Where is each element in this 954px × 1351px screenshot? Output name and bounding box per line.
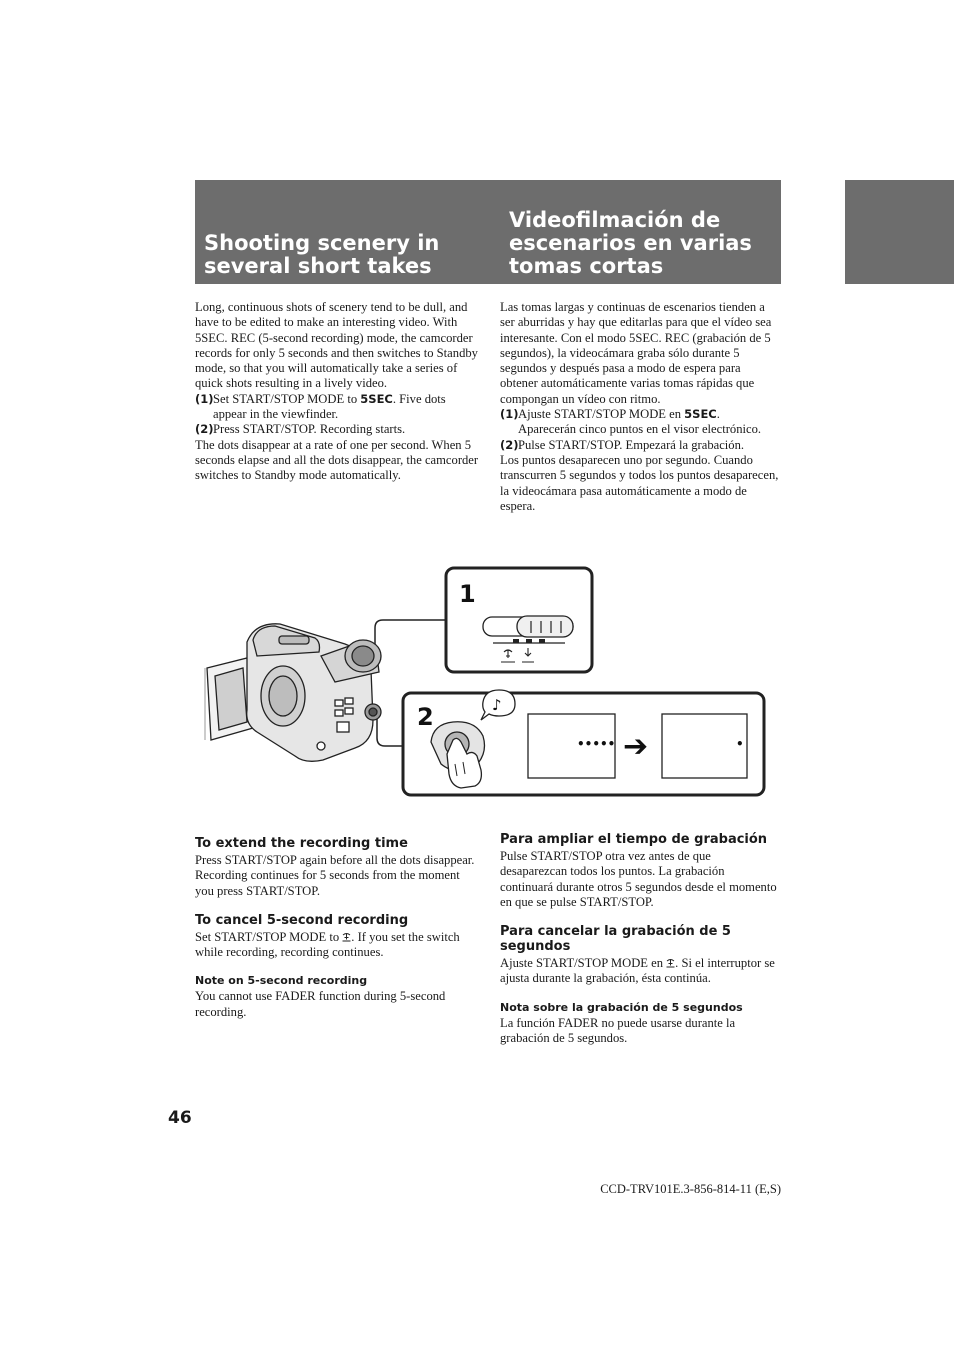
cancel-text-part: . If you set the switch while recording, recording continues. bbox=[195, 929, 460, 960]
english-intro-column bbox=[195, 300, 480, 484]
step-number: (1) bbox=[195, 391, 214, 406]
spanish-intro-text: Las tomas largas y continuas de escenarios tienden a ser aburridas y hay que editarlas para que el vídeo sea interesante. Con el modo 5SEC. REC (grabación de 5 segundos), la videocámara graba sólo durante 5 segundos y después pasa a modo de espera para obtener automáticamente varias tomas rápidas que compongan un vídeo con ritmo. bbox=[500, 300, 772, 406]
cancel-text-part: Set START/STOP MODE to bbox=[195, 929, 343, 944]
note-heading-en: Note on 5-second recording bbox=[195, 974, 368, 988]
connector-line-2 bbox=[377, 710, 405, 746]
step-number: (2) bbox=[195, 422, 214, 437]
title-spanish: Videofilmación de escenarios en varias tomas cortas bbox=[509, 208, 752, 278]
cancel-text-es bbox=[500, 956, 780, 987]
spanish-intro-column bbox=[500, 300, 780, 514]
spanish-after-text: Los puntos desaparecen uno por segundo. Cuando transcurren 5 segundos y todos los puntos desaparecen, la videocámara pasa automáticamente a modo de espera. bbox=[500, 452, 779, 513]
instruction-figure bbox=[195, 560, 775, 805]
five-dots-indicator: ••••• bbox=[577, 737, 616, 751]
step-text: Press START/STOP. Recording starts. bbox=[213, 422, 406, 437]
one-dot-indicator: • bbox=[736, 737, 744, 751]
step-1-label: 1 bbox=[459, 580, 476, 608]
cancel-text-part: Ajuste START/STOP MODE en bbox=[500, 956, 667, 971]
transition-arrow: ➔ bbox=[623, 729, 649, 764]
viewfinder-screen-after bbox=[662, 714, 747, 778]
standby-mode-icon bbox=[342, 932, 351, 942]
cancel-text-en bbox=[195, 930, 480, 961]
step-2-label: 2 bbox=[417, 703, 434, 731]
extend-heading-en: To extend the recording time bbox=[195, 836, 408, 851]
beep-note-symbol: ♪ bbox=[492, 696, 502, 714]
english-after-text: The dots disappear at a rate of one per second. When 5 seconds elapse and all the dots disappear, the camcorder switches to Standby mode automatically. bbox=[195, 437, 479, 483]
mode-key: 5SEC bbox=[684, 407, 717, 422]
note-text-es: La función FADER no puede usarse durante la grabación de 5 segundos. bbox=[500, 1015, 736, 1046]
extend-text-es: Pulse START/STOP otra vez antes de que desaparezcan todos los puntos. La grabación continuará durante otros 5 segundos desde el momento en que se pulse START/STOP. bbox=[500, 849, 777, 909]
cancel-heading-en: To cancel 5-second recording bbox=[195, 912, 409, 928]
page-number: 46 bbox=[168, 1108, 192, 1128]
step-text: Set START/STOP MODE to bbox=[213, 391, 361, 406]
step-text: Pulse START/STOP. Empezará la grabación. bbox=[518, 437, 745, 452]
connector-line-1 bbox=[375, 620, 447, 670]
spanish-step-2 bbox=[500, 438, 780, 453]
standby-mode-icon bbox=[666, 958, 675, 968]
english-intro-text: Long, continuous shots of scenery tend to be dull, and have to be edited to make an interesting video. With 5SEC. REC (5-second recording) mode, the camcorder records for only 5 seconds and then switches to Standby mode, so that you will automatically take a series of quick shots resulting in a lively video. bbox=[195, 300, 478, 391]
english-step-1 bbox=[195, 392, 480, 423]
side-tab bbox=[845, 180, 954, 284]
extend-text-en: Press START/STOP again before all the dots disappear. Recording continues for 5 seconds from the moment you press START/STOP. bbox=[195, 853, 475, 898]
cancel-heading-es: Para cancelar la grabación de 5 segundos bbox=[500, 924, 731, 955]
step-number: (1) bbox=[500, 407, 519, 422]
step-text: . Aparecerán cinco puntos en el visor electrónico. bbox=[518, 407, 762, 437]
step-text: Ajuste START/STOP MODE en bbox=[518, 407, 685, 422]
step-text: . Five dots appear in the viewfinder. bbox=[213, 391, 446, 422]
cancel-text-part: . Si el interruptor se ajusta durante la grabación, ésta continúa. bbox=[500, 956, 775, 986]
camcorder-illustration bbox=[205, 624, 381, 762]
note-text-en: You cannot use FADER function during 5-second recording. bbox=[195, 989, 446, 1019]
step-number: (2) bbox=[500, 437, 519, 452]
english-step-2 bbox=[195, 422, 480, 437]
extend-heading-es: Para ampliar el tiempo de grabación bbox=[500, 832, 768, 847]
mode-key: 5SEC bbox=[360, 391, 393, 406]
spanish-lower-column bbox=[500, 832, 780, 1046]
note-heading-es: Nota sobre la grabación de 5 segundos bbox=[500, 1000, 743, 1014]
footer-model-code: CCD-TRV101E.3-856-814-11 (E,S) bbox=[600, 1182, 781, 1196]
title-english: Shooting scenery in several short takes bbox=[204, 231, 440, 278]
spanish-step-1 bbox=[500, 407, 780, 438]
english-lower-column bbox=[195, 836, 480, 1020]
